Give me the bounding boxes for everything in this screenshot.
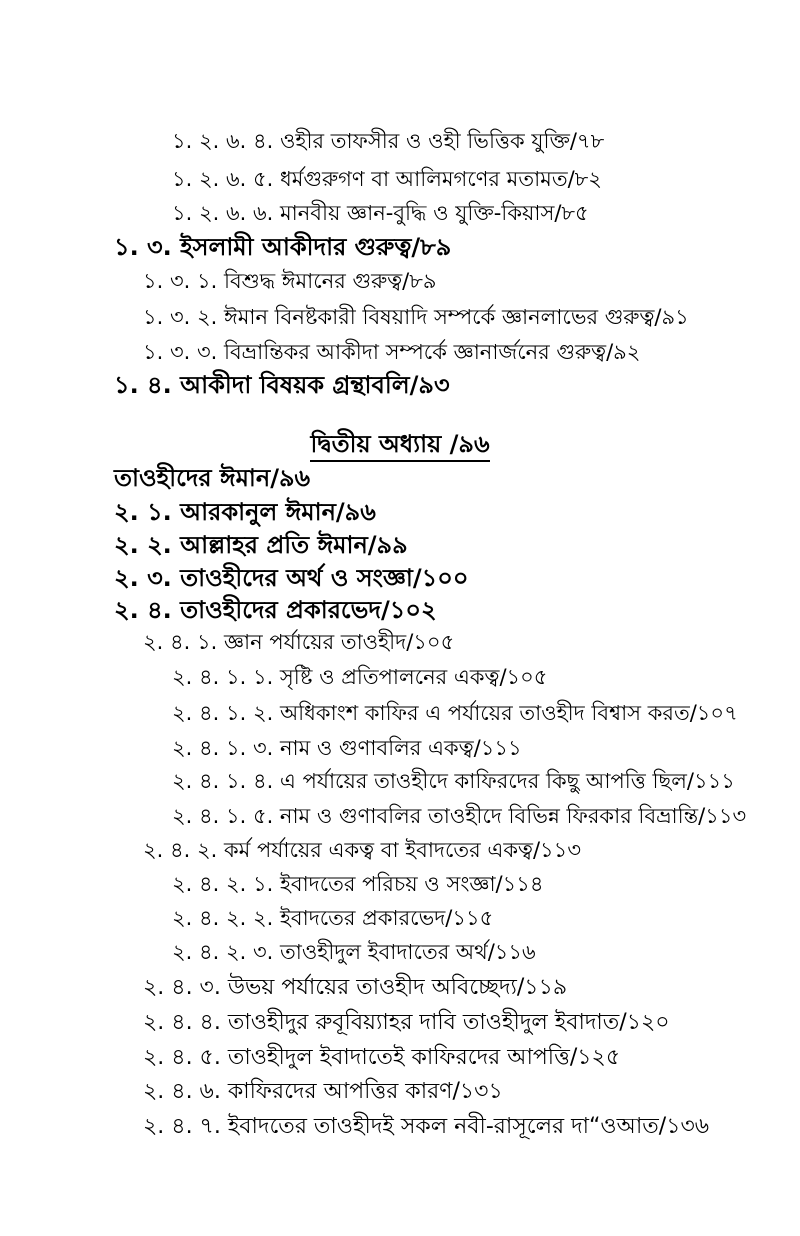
toc-entry: ২. ৪. ২. ১. ইবাদতের পরিচয় ও সংজ্ঞা/১১৪ bbox=[172, 872, 544, 896]
toc-entry: ২. ৪. ২. ২. ইবাদতের প্রকারভেদ/১১৫ bbox=[172, 906, 494, 930]
toc-entry: ২. ৪. ৫. তাওহীদুল ইবাদাতেই কাফিরদের আপত্তি/১২৫ bbox=[143, 1045, 621, 1070]
toc-entry: ১. ৩. ৩. বিভ্রান্তিকর আকীদা সম্পর্কে জ্ঞানার্জনের গুরুত্ব/৯২ bbox=[143, 340, 641, 364]
toc-entry: ১. ২. ৬. ৫. ধর্মগুরুগণ বা আলিমগণের মতামত/৮২ bbox=[172, 167, 602, 191]
toc-entry: ২. ৪. ৬. কাফিরদের আপত্তির কারণ/১৩১ bbox=[143, 1079, 503, 1104]
toc-entry: ২. ৪. ৭. ইবাদতের তাওহীদই সকল নবী-রাসূলের দা“ওআত/১৩৬ bbox=[143, 1114, 710, 1139]
toc-entry: ২. ৪. ৩. উভয় পর্যায়ের তাওহীদ অবিচ্ছেদ্য/১১৯ bbox=[143, 975, 568, 1000]
chapter-heading bbox=[0, 426, 800, 466]
toc-entry: ২. ৪. ১. ১. সৃষ্টি ও প্রতিপালনের একত্ব/১০৫ bbox=[172, 665, 548, 689]
toc-entry: ১. ২. ৬. ৪. ওহীর তাফসীর ও ওহী ভিত্তিক যুক্তি/৭৮ bbox=[172, 129, 605, 153]
toc-section-heading: ২. ২. আল্লাহর প্রতি ঈমান/৯৯ bbox=[114, 531, 408, 559]
toc-section-heading: ১. ৩. ইসলামী আকীদার গুরুত্ব/৮৯ bbox=[114, 233, 452, 261]
toc-section-heading: ১. ৪. আকীদা বিষয়ক গ্রন্থাবলি/৯৩ bbox=[114, 371, 450, 399]
toc-entry: ২. ৪. ২. ৩. তাওহীদুল ইবাদাতের অর্থ/১১৬ bbox=[172, 940, 536, 964]
toc-entry: ২. ৪. ১. জ্ঞান পর্যায়ের তাওহীদ/১০৫ bbox=[143, 630, 455, 654]
toc-entry: ২. ৪. ১. ৪. এ পর্যায়ের তাওহীদে কাফিরদের কিছু আপত্তি ছিল/১১১ bbox=[172, 769, 735, 793]
toc-section-heading: ২. ৪. তাওহীদের প্রকারভেদ/১০২ bbox=[114, 596, 437, 624]
toc-entry: ২. ৪. ১. ৫. নাম ও গুণাবলির তাওহীদে বিভিন্ন ফিরকার বিভ্রান্তি/১১৩ bbox=[172, 804, 747, 828]
toc-section-heading: তাওহীদের ঈমান/৯৬ bbox=[114, 464, 311, 492]
toc-entry: ২. ৪. ১. ২. অধিকাংশ কাফির এ পর্যায়ের তাওহীদ বিশ্বাস করত/১০৭ bbox=[172, 701, 738, 725]
toc-entry: ২. ৪. ১. ৩. নাম ও গুণাবলির একত্ব/১১১ bbox=[172, 736, 522, 760]
toc-entry: ২. ৪. ৪. তাওহীদুর রুবূবিয়্যাহর দাবি তাওহীদুল ইবাদাত/১২০ bbox=[143, 1010, 670, 1035]
toc-entry: ১. ৩. ২. ঈমান বিনষ্টকারী বিষয়াদি সম্পর্কে জ্ঞানলাভের গুরুত্ব/৯১ bbox=[143, 305, 689, 329]
toc-entry: ১. ২. ৬. ৬. মানবীয় জ্ঞান-বুদ্ধি ও যুক্তি-কিয়াস/৮৫ bbox=[172, 201, 589, 225]
chapter-title: দ্বিতীয় অধ্যায় /৯৬ bbox=[310, 430, 489, 462]
toc-section-heading: ২. ৩. তাওহীদের অর্থ ও সংজ্ঞা/১০০ bbox=[114, 564, 469, 592]
toc-entry: ২. ৪. ২. কর্ম পর্যায়ের একত্ব বা ইবাদতের একত্ব/১১৩ bbox=[143, 838, 581, 862]
toc-section-heading: ২. ১. আরকানুল ঈমান/৯৬ bbox=[114, 498, 376, 526]
toc-entry: ১. ৩. ১. বিশুদ্ধ ঈমানের গুরুত্ব/৮৯ bbox=[143, 269, 437, 293]
